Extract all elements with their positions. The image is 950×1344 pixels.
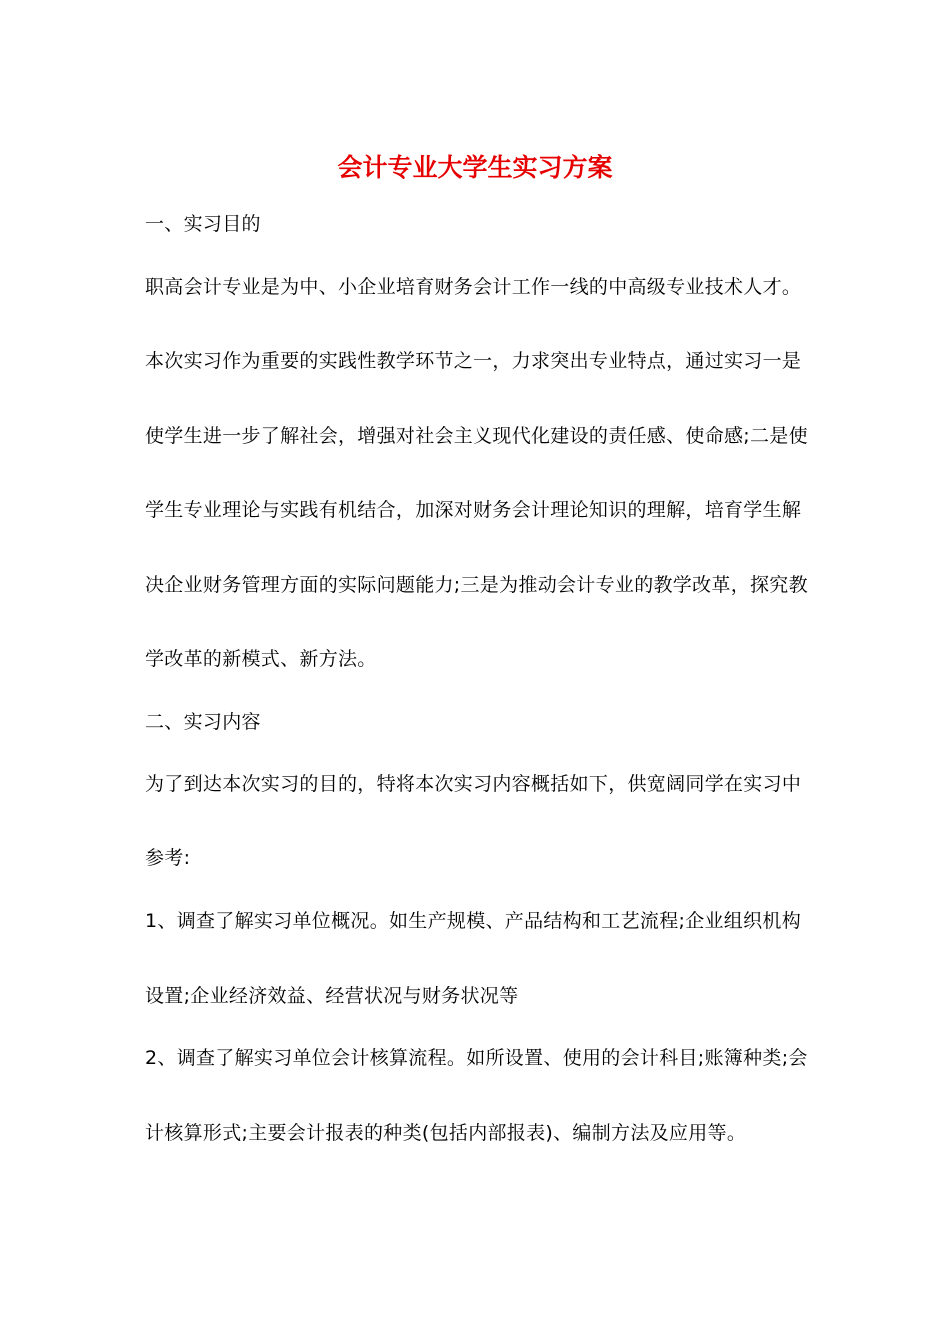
list-item-line: 1、调查了解实习单位概况。如生产规模、产品结构和工艺流程;企业组织机构: [145, 910, 801, 932]
paragraph-line: 学改革的新模式、新方法。: [145, 648, 377, 670]
list-item-line: 2、调查了解实习单位会计核算流程。如所设置、使用的会计科目;账簿种类;会: [145, 1047, 808, 1069]
document-title: 会计专业大学生实习方案: [337, 153, 613, 182]
list-item-line: 计核算形式;主要会计报表的种类(包括内部报表)、编制方法及应用等。: [145, 1122, 747, 1144]
section-heading-content: 二、实习内容: [145, 711, 261, 733]
paragraph-line: 职高会计专业是为中、小企业培育财务会计工作一线的中高级专业技术人才。: [145, 276, 802, 298]
paragraph-line: 参考:: [145, 847, 191, 869]
paragraph-line: 决企业财务管理方面的实际问题能力;三是为推动会计专业的教学改革，探究教: [145, 574, 808, 596]
paragraph-line: 本次实习作为重要的实践性教学环节之一，力求突出专业特点，通过实习一是: [145, 350, 802, 372]
section-heading-purpose: 一、实习目的: [145, 213, 261, 235]
paragraph-line: 学生专业理论与实践有机结合，加深对财务会计理论知识的理解，培育学生解: [145, 499, 802, 521]
paragraph-line: 为了到达本次实习的目的，特将本次实习内容概括如下，供宽阔同学在实习中: [145, 773, 802, 795]
list-item-line: 设置;企业经济效益、经营状况与财务状况等: [145, 985, 519, 1007]
paragraph-line: 使学生进一步了解社会，增强对社会主义现代化建设的责任感、使命感;二是使: [145, 425, 808, 447]
